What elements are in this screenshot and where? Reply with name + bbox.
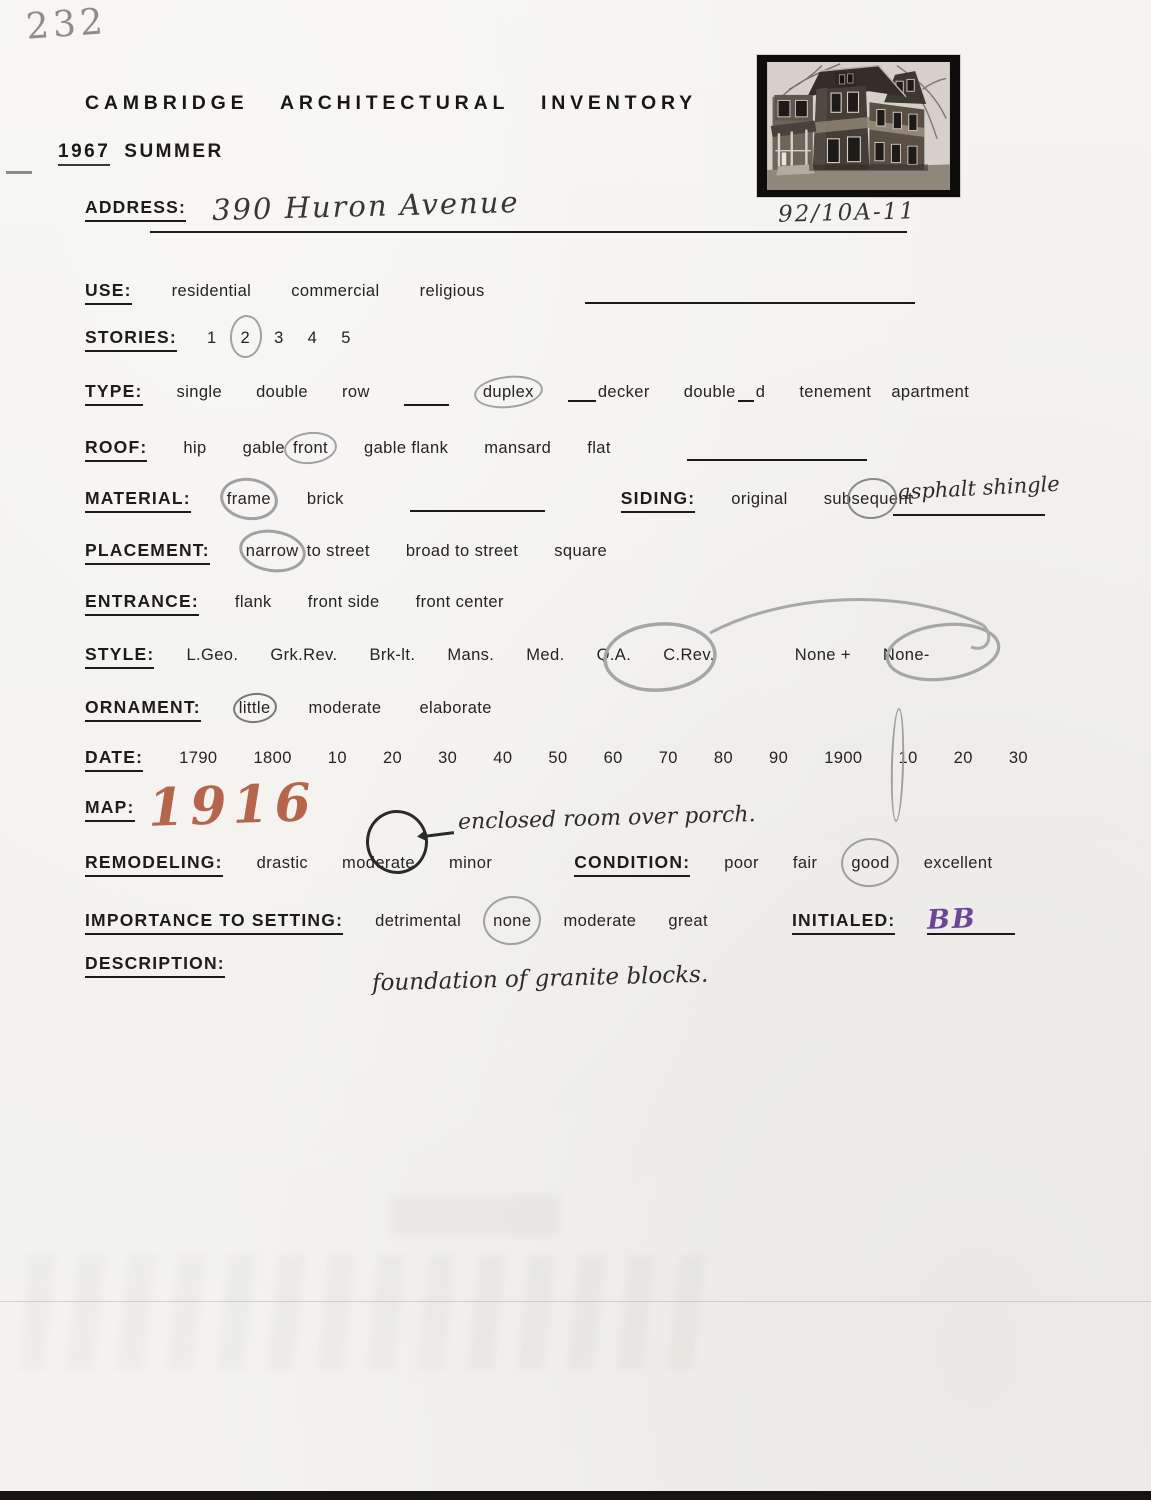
date-row: [85, 747, 1028, 772]
style-option: Mans.: [447, 646, 495, 664]
roof-option: mansard: [484, 439, 552, 457]
remodeling-note: enclosed room over porch.: [457, 802, 756, 835]
initials-line: [927, 902, 1015, 935]
importance-option: great: [668, 912, 708, 930]
type-option: single: [176, 383, 223, 401]
material-option-selected: frame: [226, 490, 271, 508]
survey-season: [58, 141, 224, 166]
scan-artifact-bottom-bar: [0, 1491, 1151, 1500]
condition-option-selected: good: [851, 854, 890, 872]
roof-option-gable-front: gable front: [242, 439, 329, 457]
ornament-option: elaborate: [419, 699, 492, 717]
map-value: 1916: [146, 772, 318, 839]
material-option: brick: [306, 490, 344, 508]
description-label: DESCRIPTION:: [85, 953, 225, 978]
use-option: residential: [171, 282, 252, 300]
placement-option-narrow: narrow to street: [245, 542, 370, 560]
style-option: L.Geo.: [186, 646, 239, 664]
ornament-option: moderate: [308, 699, 382, 717]
date-option: 20: [953, 749, 973, 767]
placement-option-selected: narrow: [245, 542, 299, 560]
stories-label: STORIES:: [85, 327, 177, 352]
stories-option-selected: 2: [240, 329, 251, 347]
type-option: double: [256, 383, 309, 401]
date-option: 60: [603, 749, 623, 767]
date-option: 1790: [179, 749, 218, 767]
date-option: 10: [327, 749, 347, 767]
use-option: religious: [419, 282, 485, 300]
stories-option: 3: [274, 329, 284, 347]
roof-option: hip: [183, 439, 207, 457]
style-option-selected: None-: [882, 646, 930, 664]
placement-option: broad to street: [405, 542, 519, 560]
style-option: C.Rev.: [663, 646, 715, 664]
condition-option: poor: [724, 854, 759, 872]
use-blank-line: [585, 302, 915, 304]
siding-label: SIDING:: [621, 488, 696, 513]
type-option-selected: duplex: [482, 383, 534, 401]
date-option: 70: [658, 749, 678, 767]
remodeling-option: minor: [448, 854, 493, 872]
type-row: [85, 381, 969, 406]
style-option: Brk-lt.: [369, 646, 416, 664]
entrance-option: front side: [307, 593, 380, 611]
placement-row: [85, 540, 607, 565]
siding-value: asphalt shingle: [897, 471, 1061, 505]
page-title: CAMBRIDGE ARCHITECTURAL INVENTORY: [85, 92, 697, 114]
style-option: Grk.Rev.: [270, 646, 338, 664]
survey-year: 1967: [58, 141, 110, 166]
date-label: DATE:: [85, 747, 143, 772]
date-option: 40: [493, 749, 513, 767]
type-blank: [404, 390, 449, 406]
address-line: [150, 231, 907, 233]
entrance-option: flank: [234, 593, 272, 611]
condition-option: fair: [792, 854, 818, 872]
type-label: TYPE:: [85, 381, 143, 406]
description-row: [85, 953, 225, 978]
material-label: MATERIAL:: [85, 488, 191, 513]
type-option-decker: decker: [568, 383, 650, 402]
roof-label: ROOF:: [85, 437, 147, 462]
condition-option: excellent: [923, 854, 993, 872]
importance-option: detrimental: [375, 912, 462, 930]
date-option: 30: [1008, 749, 1028, 767]
material-row: [85, 488, 913, 513]
scan-artifact-ghost: [390, 1196, 560, 1236]
date-option: 90: [769, 749, 789, 767]
type-blank: [568, 386, 596, 402]
date-option: 80: [713, 749, 734, 767]
style-label: STYLE:: [85, 644, 154, 669]
building-photo: [757, 55, 960, 197]
style-option: Med.: [526, 646, 565, 664]
date-option-marked: 10: [898, 749, 918, 767]
roof-row: [85, 437, 867, 462]
date-option: 1800: [253, 749, 292, 767]
initials-value: BB: [926, 903, 978, 936]
house-photo-image: [764, 62, 953, 190]
entrance-row: [85, 591, 504, 616]
stories-option: 1: [206, 329, 217, 347]
type-option-double-d: double d: [683, 383, 766, 401]
address-value: 390 Huron Avenue: [211, 184, 520, 228]
condition-label: CONDITION:: [574, 852, 690, 877]
importance-option-selected: none: [493, 912, 532, 930]
material-blank-line: [410, 510, 545, 512]
remodeling-option: drastic: [256, 854, 309, 872]
entrance-label: ENTRANCE:: [85, 591, 199, 616]
placement-label: PLACEMENT:: [85, 540, 210, 565]
roof-option-selected: front: [293, 439, 329, 457]
photo-reference: 92/10A-11: [777, 198, 917, 228]
remodeling-label: REMODELING:: [85, 852, 223, 877]
ornament-label: ORNAMENT:: [85, 697, 201, 722]
date-option: 1900: [824, 749, 863, 767]
description-note: foundation of granite blocks.: [371, 961, 709, 997]
survey-season-label: SUMMER: [124, 141, 224, 162]
date-pencil-mark: [890, 708, 906, 822]
date-option: 50: [548, 749, 568, 767]
stories-row: [85, 327, 351, 352]
style-row: [85, 644, 930, 669]
remodeling-option: moderate: [342, 854, 415, 872]
siding-option-selected: subsequent: [823, 490, 914, 508]
type-option: tenement: [799, 383, 872, 401]
scan-artifact-line: [0, 1301, 1151, 1302]
siding-value-line: [893, 514, 1045, 516]
address-row: [85, 197, 186, 222]
date-option: 30: [438, 749, 458, 767]
stories-option: 5: [341, 329, 351, 347]
initialed-label: INITIALED:: [792, 910, 895, 935]
roof-option: gable flank: [364, 439, 449, 457]
importance-row: [85, 902, 1015, 935]
ornament-option-selected: little: [238, 699, 271, 717]
scan-artifact-dash: [6, 171, 32, 174]
importance-option: moderate: [563, 912, 637, 930]
ornament-row: [85, 697, 492, 722]
use-option: commercial: [291, 282, 380, 300]
map-label: MAP:: [85, 797, 135, 822]
siding-option: original: [731, 490, 788, 508]
roof-option: flat: [587, 439, 611, 457]
placement-option: square: [554, 542, 608, 560]
date-option: 20: [382, 749, 403, 767]
style-option: None +: [794, 646, 851, 664]
entrance-option: front center: [415, 593, 504, 611]
type-option: apartment: [891, 383, 970, 401]
stories-option: 4: [307, 329, 318, 347]
remodeling-arrow: [424, 831, 454, 837]
address-label: ADDRESS:: [85, 197, 186, 222]
map-row: [85, 797, 135, 822]
importance-label: IMPORTANCE TO SETTING:: [85, 910, 343, 935]
scan-artifact-bleedthrough: [21, 1255, 709, 1370]
roof-blank-line: [687, 459, 867, 461]
style-option-selected: Q.A.: [596, 646, 632, 664]
type-option: row: [342, 383, 370, 401]
use-label: USE:: [85, 280, 132, 305]
remodeling-row: [85, 852, 992, 877]
corner-number: 232: [24, 1, 109, 48]
use-row: [85, 280, 915, 305]
